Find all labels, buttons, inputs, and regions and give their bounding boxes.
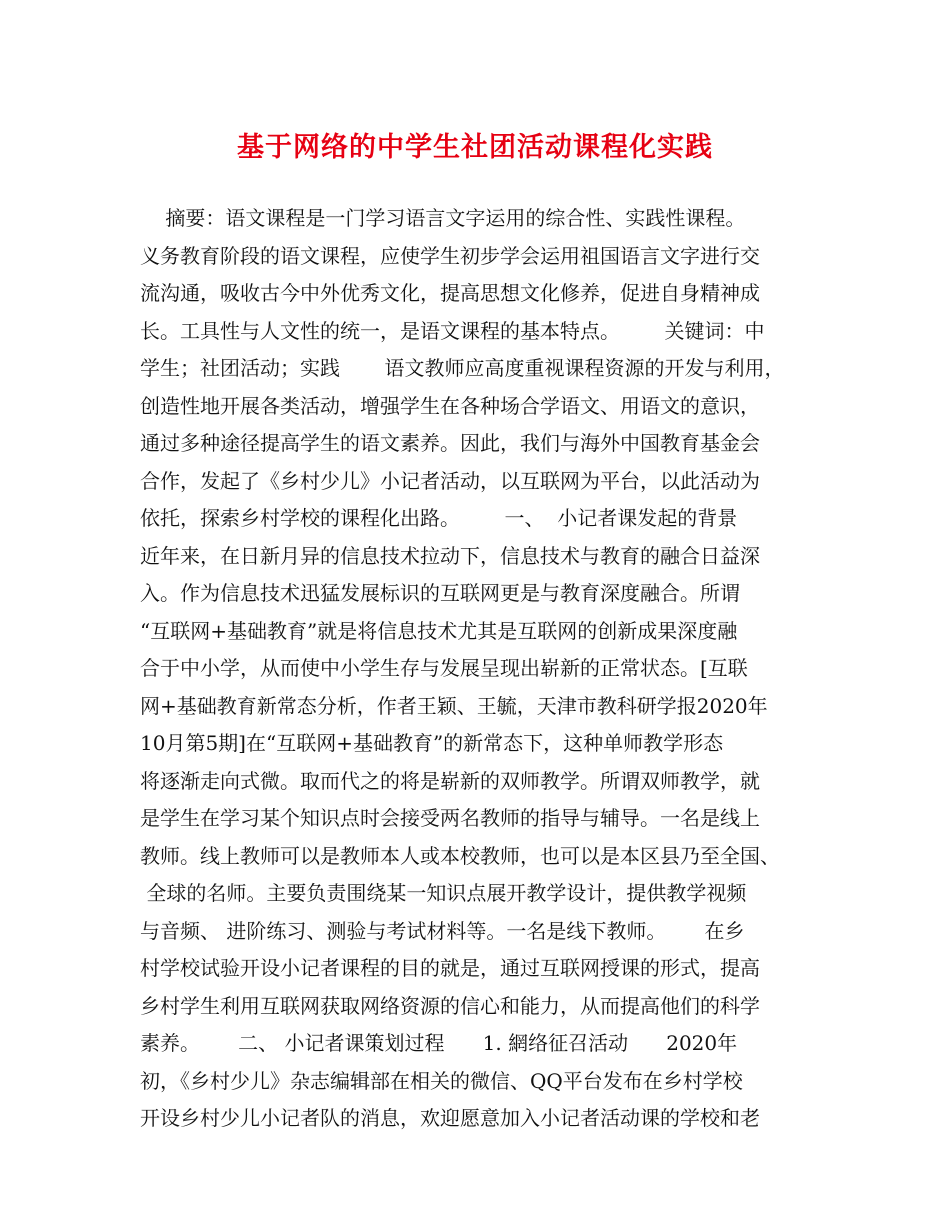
body-line: 义务教育阶段的语文课程，应使学生初步学会运用祖国语言文字进行交 (140, 243, 760, 268)
body-line: 与音频、 进阶练习、测验与考试材料等。一名是线下教师。 在乡 (140, 918, 745, 943)
document-title: 基于网络的中学生社团活动课程化实践 (237, 132, 713, 163)
body-line: 素养。 二、 小记者课策划过程 1. 網络征召活动 2020年 (140, 1031, 738, 1055)
body-line: 入。作为信息技术迅猛发展标识的互联网更是与教育深度融合。所谓 (140, 581, 740, 605)
body-line: 教师。线上教师可以是教师本人或本校教师，也可以是本区县乃至全国、 (140, 843, 780, 868)
body-line: 网+基础教育新常态分析，作者王颖、王毓，天津市教科研学报2020年 (140, 693, 768, 718)
body-line: 开设乡村少儿小记者队的消息，欢迎愿意加入小记者活动课的学校和老 (140, 1106, 760, 1130)
body-line: 村学校试验开设小记者课程的目的就是，通过互联网授课的形式，提高 (140, 956, 760, 980)
body-line: 依托，探索乡村学校的课程化出路。 一、 小记者课发起的背景 (140, 506, 738, 530)
body-line: 乡村学生利用互联网获取网络资源的信心和能力，从而提高他们的科学 (140, 993, 760, 1018)
body-line: 将逐渐走向式微。取而代之的将是崭新的双师教学。所谓双师教学，就 (140, 768, 760, 793)
body-line: 通过多种途径提高学生的语文素养。因此，我们与海外中国教育基金会 (140, 431, 760, 455)
body-line: 近年来，在日新月异的信息技术拉动下，信息技术与教育的融合日益深 (140, 543, 760, 568)
body-line: 合作，发起了《乡村少儿》小记者活动，以互联网为平台，以此活动为 (140, 468, 760, 493)
body-line: 长。工具性与人文性的统一，是语文课程的基本特点。 关键词：中 (140, 318, 765, 343)
body-line: 流沟通，吸收古今中外优秀文化，提高思想文化修养，促进自身精神成 (140, 281, 760, 305)
body-line: 是学生在学习某个知识点时会接受两名教师的指导与辅导。一名是线上 (140, 806, 760, 830)
body-line: 摘要：语文课程是一门学习语言文字运用的综合性、实践性课程。 (140, 206, 746, 230)
body-line: 10月第5期]在“互联网+基础教育”的新常态下，这种单师教学形态 (140, 731, 724, 755)
body-line: 全球的名师。主要负责围绕某一知识点展开教学设计，提供教学视频 (140, 881, 747, 905)
document-body (140, 200, 830, 1138)
body-line: 合于中小学，从而使中小学生存与发展呈现出崭新的正常状态。[互联 (140, 656, 748, 680)
body-line: 创造性地开展各类活动，增强学生在各种场合学语文、用语文的意识， (140, 393, 760, 418)
body-line: 初，《乡村少儿》杂志编辑部在相关的微信、QQ平台发布在乡村学校 (140, 1068, 743, 1093)
body-line: 学生；社团活动；实践 语文教师应高度重视课程资源的开发与利用， (140, 356, 785, 380)
body-line: “互联网+基础教育”就是将信息技术尤其是互联网的创新成果深度融 (140, 618, 738, 643)
